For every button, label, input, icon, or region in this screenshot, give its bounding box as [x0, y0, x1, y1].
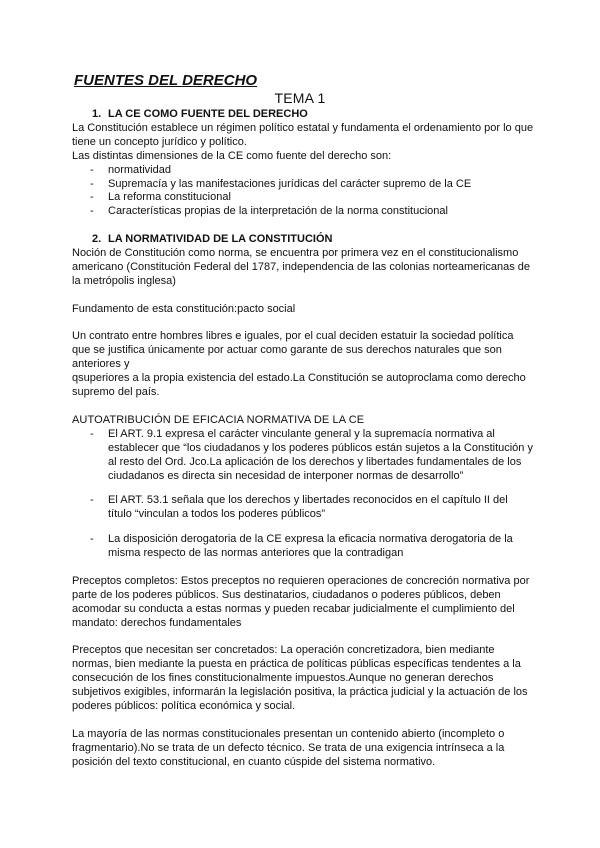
section-1-title: LA CE COMO FUENTE DEL DERECHO — [108, 108, 308, 120]
section-2-number: 2. — [92, 233, 102, 246]
document-subtitle: TEMA 1 — [274, 90, 326, 106]
section-2-paragraph-4: Preceptos completos: Estos preceptos no requieren operaciones de concreción normativa por parte de los poderes públicos. Sus destinatarios, ciudadanos o poderes públicos, deben acomodar su conducta a estas normas y pueden recabar judicialmente el cumplimiento del mandato: derechos fundamentales — [72, 574, 530, 629]
list-item: - Características propias de la interpretación de la norma constitucional — [72, 205, 534, 219]
section-2-paragraph-3a: Un contrato entre hombres libres e iguales, por el cual deciden estatuir la sociedad política que se justifica únicamente por actuar como garante de sus derechos naturales que son anteriores y — [72, 330, 514, 371]
auto-list — [72, 428, 534, 561]
section-2-title: LA NORMATIVIDAD DE LA CONSTITUCIÓN — [108, 233, 333, 246]
section-2-paragraph-1: Noción de Constitución como norma, se encuentra por primera vez en el constitucionalismo americano (Constitución Federal del 1787, independencia de las colonias norteamericanas de la metrópolis inglesa) — [72, 247, 531, 287]
list-item: - El ART. 9.1 expresa el carácter vinculante general y la supremacía normativa al establecer que “los ciudadanos y los poderes públicos están sujetos a la Constitución y al resto del Ord. Jco.La aplicación de los derechos y libertades fundamentales de los ciudadanos es directa sin necesidad de interponer normas de desarrollo” — [72, 428, 534, 484]
list-item: - normatividad — [72, 164, 534, 178]
section-2-paragraph-6: La mayoría de las normas constitucionales presentan un contenido abierto (incompleto o fragmentario).No se trata de un defecto técnico. Se trata de una exigencia intrínseca a la posición del texto constitucional, en cuanto cúspide del sistema normativo. — [72, 727, 505, 768]
section-2-paragraph-5: Preceptos que necesitan ser concretados: La operación concretizadora, bien mediante normas, bien mediante la puesta en práctica de políticas públicas específicas tendentes a la consecución de los fines constitucionalmente impuestos.Aunque no generan derechos subjetivos exigibles, informarán la legislación positiva, la práctica judicial y la actuación de los poderes públicos: política económica y social. — [72, 644, 528, 713]
section-2-paragraph-2: Fundamento de esta constitución:pacto social — [72, 302, 296, 315]
list-item: - El ART. 53.1 señala que los derechos y libertades reconocidos en el capítulo II del título “vinculan a todos los poderes públicos” — [72, 494, 534, 522]
section-1-list — [72, 164, 534, 220]
document-body — [72, 108, 534, 770]
list-item: - La disposición derogatoria de la CE expresa la eficacia normativa derogatoria de la misma respecto de las normas anteriores que la contradigan — [72, 533, 534, 561]
list-item: - La reforma constitucional — [72, 191, 534, 205]
section-1-heading — [72, 108, 534, 122]
section-2-heading — [72, 233, 534, 247]
section-1-intro: La Constitución establece un régimen político estatal y fundamenta el ordenamiento por lo que tiene un concepto jurídico y político. — [72, 121, 534, 148]
section-1-lead: Las distintas dimensiones de la CE como fuente del derecho son: — [72, 149, 392, 162]
list-item: - Supremacía y las manifestaciones jurídicas del carácter supremo de la CE — [72, 178, 534, 192]
document-title: FUENTES DEL DERECHO — [74, 72, 258, 89]
section-1-number: 1. — [92, 108, 102, 120]
section-2-paragraph-3b: qsuperiores a la propia existencia del estado.La Constitución se autoproclama como derecho supremo del país. — [72, 372, 526, 399]
auto-heading: AUTOATRIBUCIÓN DE EFICACIA NORMATIVA DE LA CE — [72, 413, 365, 426]
